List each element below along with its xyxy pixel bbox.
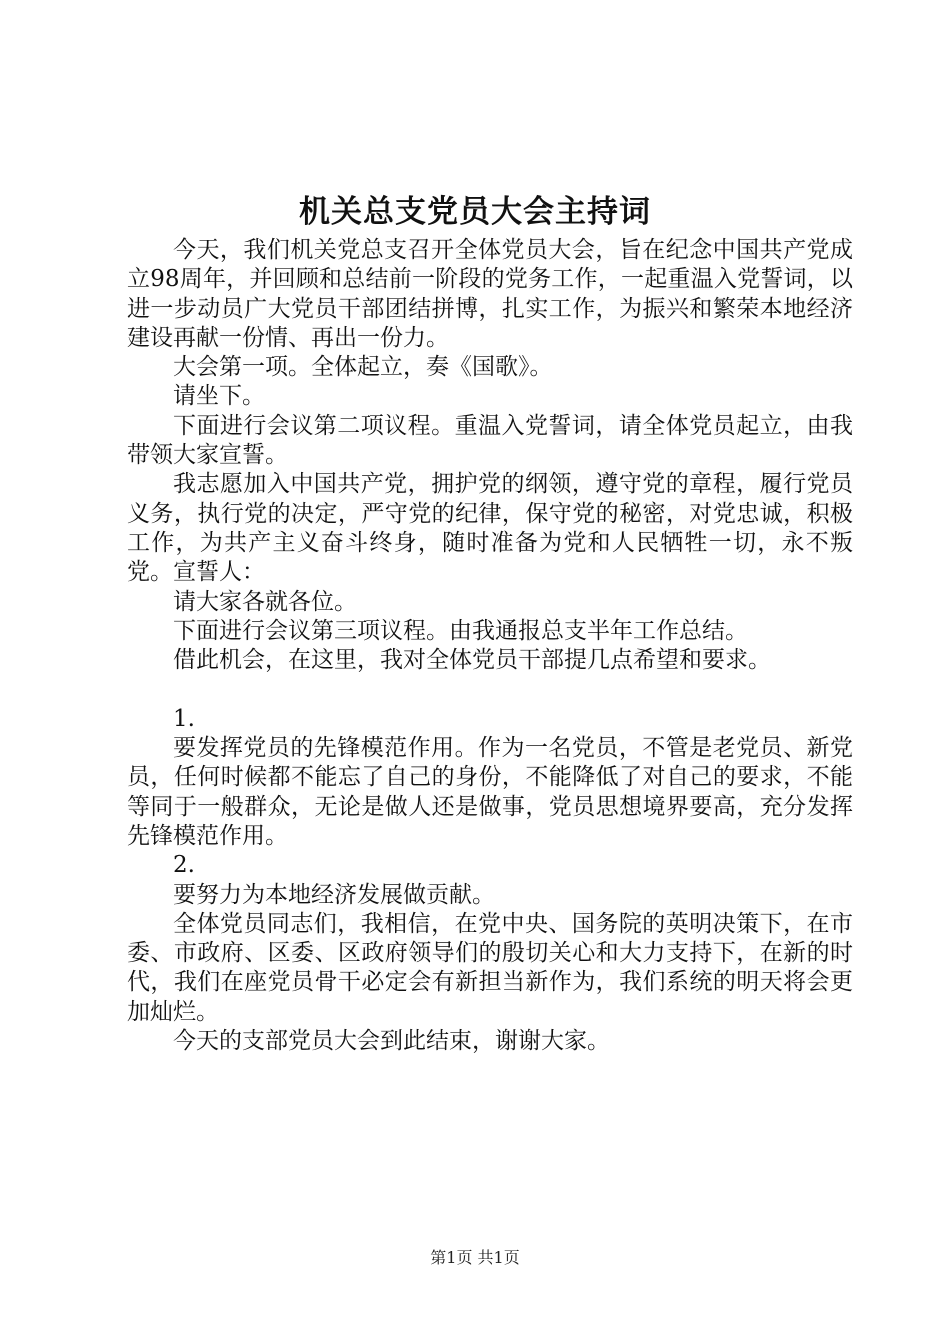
blank-line — [127, 675, 853, 704]
paragraph-agenda-two: 下面进行会议第二项议程。重温入党誓词，请全体党员起立，由我带领大家宣誓。 — [127, 412, 853, 469]
paragraph-be-seated: 请大家各就各位。 — [173, 588, 357, 615]
paragraph-sit-down: 请坐下。 — [173, 383, 265, 410]
paragraph-opening: 今天，我们机关党总支召开全体党员大会，旨在纪念中国共产党成立98周年，并回顾和总结前一阶段的党务工作，一起重温入党誓词，以进一步动员广大党员干部团结拼博，扎实工作，为振兴和繁荣本地经济建设再献一份情、再出一份力。 — [127, 237, 853, 351]
paragraph-adjourn: 今天的支部党员大会到此结束，谢谢大家。 — [173, 1028, 610, 1055]
paragraph-agenda-three: 下面进行会议第三项议程。由我通报总支半年工作总结。 — [173, 617, 748, 644]
list-number-1: 1. — [173, 705, 195, 732]
document-title: 机关总支党员大会主持词 — [299, 194, 651, 230]
paragraph-request-two: 要努力为本地经济发展做贡献。 — [173, 881, 495, 908]
paragraph-closing-remarks: 全体党员同志们，我相信，在党中央、国务院的英明决策下，在市委、市政府、区委、区政府领导们的殷切关心和大力支持下，在新的时代，我们在座党员骨干必定会有新担当新作为，我们系统的明天将会更加灿烂。 — [127, 910, 853, 1025]
paragraph-requests-intro: 借此机会，在这里，我对全体党员干部提几点希望和要求。 — [173, 647, 771, 674]
list-number-2: 2. — [173, 852, 195, 879]
paragraph-request-one: 要发挥党员的先锋模范作用。作为一名党员，不管是老党员、新党员，任何时候都不能忘了自己的身份，不能降低了对自己的要求，不能等同于一般群众，无论是做人还是做事，党员思想境界要高，充分发挥先锋模范作用。 — [127, 735, 853, 849]
paragraph-agenda-one: 大会第一项。全体起立，奏《国歌》。 — [173, 354, 553, 381]
document-body — [127, 236, 853, 1056]
page-number-footer: 第1页 共1页 — [430, 1248, 520, 1267]
paragraph-oath: 我志愿加入中国共产党，拥护党的纲领，遵守党的章程，履行党员义务，执行党的决定，严守党的纪律，保守党的秘密，对党忠诚，积极工作，为共产主义奋斗终身，随时准备为党和人民牺牲一切，永不叛党。宣誓人： — [127, 471, 853, 586]
